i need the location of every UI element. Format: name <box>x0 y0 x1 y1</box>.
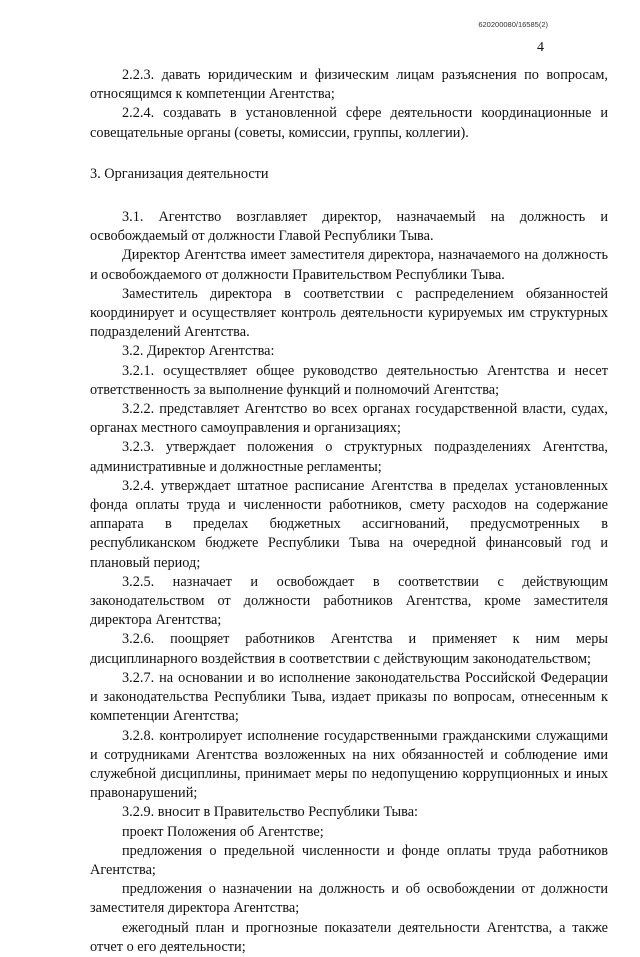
paragraph-3-2-7: 3.2.7. на основании и во исполнение законодательства Российской Федерации и законодательства Республики Тыва, издает приказы по вопросам, отнесенным к компетенции Агентства; <box>90 669 608 725</box>
paragraph-3-2-6: 3.2.6. поощряет работников Агентства и применяет к ним меры дисциплинарного воздействия в соответствии с действующим законодательством; <box>90 631 608 667</box>
section-title: 3. Организация деятельности <box>90 165 269 182</box>
paragraph-3-2-9: 3.2.9. вносит в Правительство Республики Тыва: <box>122 804 419 821</box>
paragraph-3-2-5: 3.2.5. назначает и освобождает в соответствии с действующим законодательством от должности работников Агентства, кроме заместителя директора Агентства; <box>90 573 608 629</box>
page-number: 4 <box>537 40 544 55</box>
paragraph-3-2-2: 3.2.2. представляет Агентство во всех органах государственной власти, судах, органах местного самоуправления и организациях; <box>90 401 608 437</box>
paragraph-3-2-4: 3.2.4. утверждает штатное расписание Агентства в пределах установленных фонда оплаты труда и численности работников, смету расходов на содержание аппарата в пределах бюджетных ассигнований, предусмотренных в республиканском бюджете Республики Тыва на очередной финансовый год и плановый период; <box>90 477 608 571</box>
list-item-annual-plan: ежегодный план и прогнозные показатели деятельности Агентства, а также отчет о его деятельности; <box>90 919 608 955</box>
paragraph-3-1: 3.1. Агентство возглавляет директор, назначаемый на должность и освобождаемый от должности Главой Республики Тыва. <box>90 209 608 245</box>
paragraph-deputy-duties: Заместитель директора в соответствии с распределением обязанностей координирует и осуществляет контроль деятельности курируемых им структурных подразделений Агентства. <box>90 285 608 341</box>
paragraph-2-2-4: 2.2.4. создавать в установленной сфере деятельности координационные и совещательные органы (советы, комиссии, группы, коллегии). <box>90 105 608 141</box>
paragraph-3-2: 3.2. Директор Агентства: <box>122 343 275 360</box>
paragraph-deputy: Директор Агентства имеет заместителя директора, назначаемого на должность и освобождаемого от должности Правительством Республики Тыва. <box>90 247 608 283</box>
paragraph-3-2-3: 3.2.3. утверждает положения о структурных подразделениях Агентства, административные и должностные регламенты; <box>90 439 608 475</box>
paragraph-2-2-3: 2.2.3. давать юридическим и физическим лицам разъяснения по вопросам, относящимся к компетенции Агентства; <box>90 67 608 103</box>
list-item-staff-limit: предложения о предельной численности и фонде оплаты труда работников Агентства; <box>90 842 608 878</box>
list-item-regulation: проект Положения об Агентстве; <box>122 823 324 840</box>
document-body <box>90 66 608 957</box>
list-item-deputy-appointment: предложения о назначении на должность и об освобождении от должности заместителя директора Агентства; <box>90 881 608 917</box>
paragraph-3-2-8: 3.2.8. контролирует исполнение государственными гражданскими служащими и сотрудниками Агентства возложенных на них обязанностей и соблюдение ими служебной дисциплины, принимает меры по недопущению коррупционных и иных правонарушений; <box>90 727 608 802</box>
doc-code: 620200080/16585(2) <box>478 20 548 29</box>
paragraph-3-2-1: 3.2.1. осуществляет общее руководство деятельностью Агентства и несет ответственность за выполнение функций и полномочий Агентства; <box>90 362 608 398</box>
